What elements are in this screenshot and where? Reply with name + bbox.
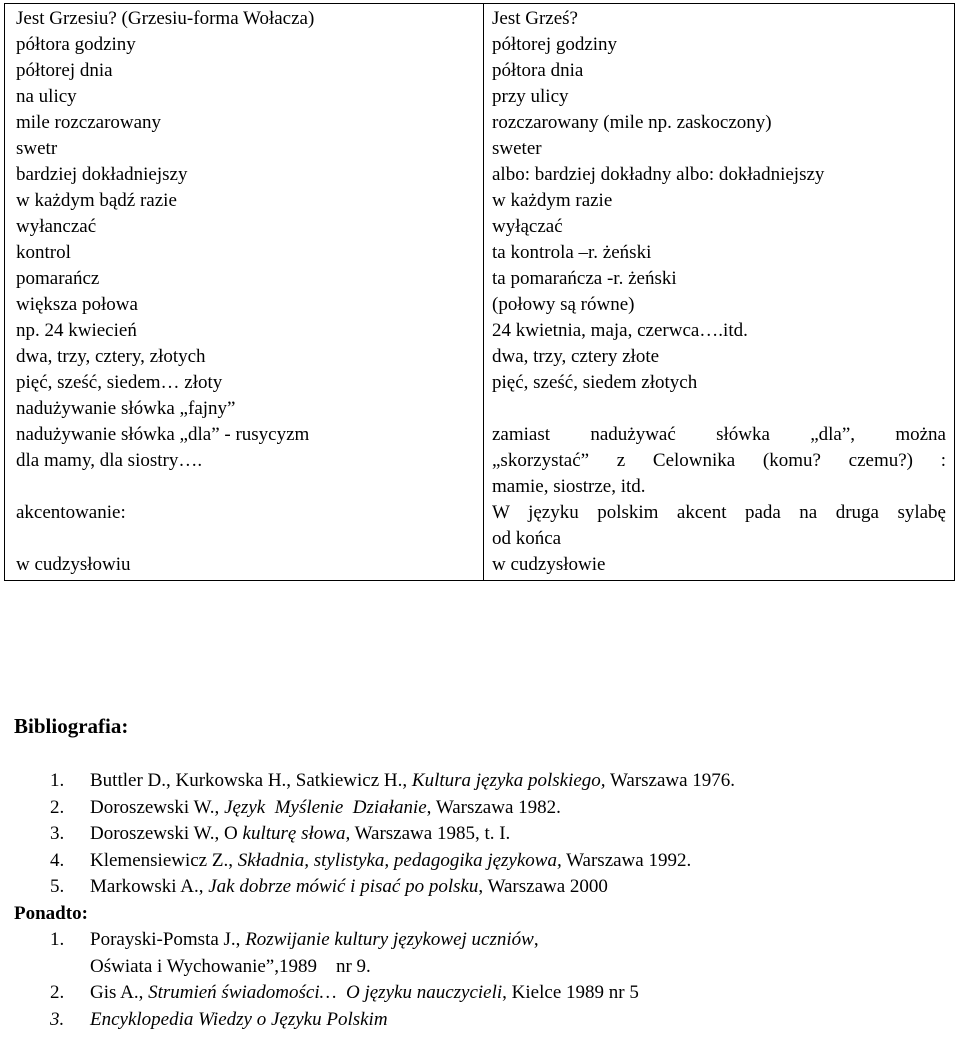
right-row: półtorej godziny [492, 34, 618, 55]
left-row: pomarańcz [16, 268, 100, 289]
left-row: mile rozczarowany [16, 112, 162, 133]
item-authors: Buttler D., Kurkowska H., Satkiewicz H., [90, 770, 412, 791]
left-row: półtorej dnia [16, 60, 113, 81]
right-row: W języku polskim akcent pada na druga sylabę [492, 502, 946, 523]
left-row: dla mamy, dla siostry…. [16, 450, 203, 471]
item-publication: Warszawa 1992. [561, 849, 692, 871]
left-row: w cudzysłowiu [16, 554, 131, 575]
item-title: Strumień świadomości… O języku nauczycieli [148, 982, 503, 1003]
right-row: mamie, siostrze, itd. [492, 476, 646, 497]
comparison-table [4, 3, 955, 581]
right-row: 24 kwietnia, maja, czerwca….itd. [492, 320, 748, 341]
right-row: pięć, sześć, siedem złotych [492, 372, 698, 393]
item-title: Kultura języka polskiego, [411, 770, 606, 791]
right-row: „skorzystać” z Celownika (komu? czemu?) : [492, 450, 946, 471]
left-row: np. 24 kwiecień [16, 320, 137, 341]
right-row: Jest Grześ? [492, 8, 578, 29]
item-publication: , [533, 929, 539, 950]
item-publication: , Kielce 1989 nr 5 [502, 982, 639, 1003]
additional-item-continuation [14, 954, 944, 981]
item-number: 3. [50, 823, 65, 844]
spacer [16, 474, 475, 500]
item-number: 2. [50, 982, 65, 1003]
left-row: pięć, sześć, siedem… złoty [16, 372, 223, 393]
right-row: półtora dnia [492, 60, 584, 81]
item-publication: , Warszawa 2000 [478, 876, 608, 897]
bibliography-item [14, 821, 944, 848]
item-number: 2. [50, 796, 65, 818]
left-row: na ulicy [16, 86, 77, 107]
bibliography-item [14, 795, 944, 822]
spacer [492, 396, 946, 422]
correct-forms-column [484, 4, 954, 580]
item-publication-line: Oświata i Wychowanie”,1989 nr 9. [90, 955, 371, 977]
bibliography-item [14, 768, 944, 795]
bibliography-item [14, 874, 944, 901]
right-row: w każdym razie [492, 190, 613, 211]
item-number: 1. [50, 770, 65, 791]
item-number: 3. [50, 1008, 65, 1030]
bibliography-list [14, 768, 944, 1033]
left-row: większa połowa [16, 294, 138, 315]
right-row: w cudzysłowie [492, 554, 606, 575]
bibliography-item [14, 848, 944, 875]
left-row: Jest Grzesiu? (Grzesiu-forma Wołacza) [16, 8, 315, 29]
item-authors: Klemensiewicz Z., [90, 849, 238, 871]
additional-item [14, 927, 944, 954]
item-title: Jak dobrze mówić i pisać po polsku [208, 876, 479, 897]
right-row: (połowy są równe) [492, 294, 635, 315]
bibliography-heading: Bibliografia: [14, 714, 129, 738]
left-row: nadużywanie słówka „fajny” [16, 398, 236, 419]
right-row: rozczarowany (mile np. zaskoczony) [492, 112, 772, 133]
item-authors: Porayski-Pomsta J., [90, 929, 246, 950]
left-row: nadużywanie słówka „dla” - rusycyzm [16, 424, 310, 445]
left-row: swetr [16, 138, 58, 159]
item-title: Rozwijanie kultury językowej uczniów [245, 929, 534, 950]
left-row: bardziej dokładniejszy [16, 164, 188, 185]
item-title: Składnia, stylistyka, pedagogika językowa, [237, 849, 562, 871]
item-number: 4. [50, 849, 65, 871]
right-row: dwa, trzy, cztery złote [492, 346, 660, 367]
item-title: Język Myślenie Działanie [224, 796, 427, 818]
additional-heading: Ponadto: [14, 902, 88, 924]
additional-item [14, 980, 944, 1007]
item-publication: Warszawa 1985, t. I. [350, 823, 511, 844]
left-row: wyłanczać [16, 216, 97, 237]
item-title: kulturę słowa, [242, 823, 351, 844]
right-row: od końca [492, 528, 562, 549]
item-authors: Doroszewski W., [90, 796, 225, 818]
right-row: wyłączać [492, 216, 563, 237]
left-row: akcentowanie: [16, 502, 126, 523]
additional-item [14, 1007, 944, 1034]
item-authors: Gis A., [90, 982, 149, 1003]
right-row: sweter [492, 138, 542, 159]
item-authors: Markowski A., [90, 876, 209, 897]
item-authors: Doroszewski W., O [90, 823, 243, 844]
left-row: dwa, trzy, cztery, złotych [16, 346, 206, 367]
spacer [16, 526, 475, 552]
left-row: w każdym bądź razie [16, 190, 177, 211]
right-row: ta kontrola –r. żeński [492, 242, 652, 263]
right-row: ta pomarańcza -r. żeński [492, 268, 677, 289]
item-number: 1. [50, 929, 65, 950]
item-number: 5. [50, 876, 65, 897]
incorrect-forms-column [5, 4, 484, 580]
left-row: kontrol [16, 242, 71, 263]
right-row: albo: bardziej dokładny albo: dokładniejszy [492, 164, 825, 185]
right-row: przy ulicy [492, 86, 569, 107]
item-publication: , Warszawa 1982. [426, 796, 561, 818]
item-publication: Warszawa 1976. [605, 770, 736, 791]
item-title: Encyklopedia Wiedzy o Języku Polskim [90, 1008, 388, 1030]
left-row: półtora godziny [16, 34, 136, 55]
right-row: zamiast nadużywać słówka „dla”, można [492, 424, 946, 445]
